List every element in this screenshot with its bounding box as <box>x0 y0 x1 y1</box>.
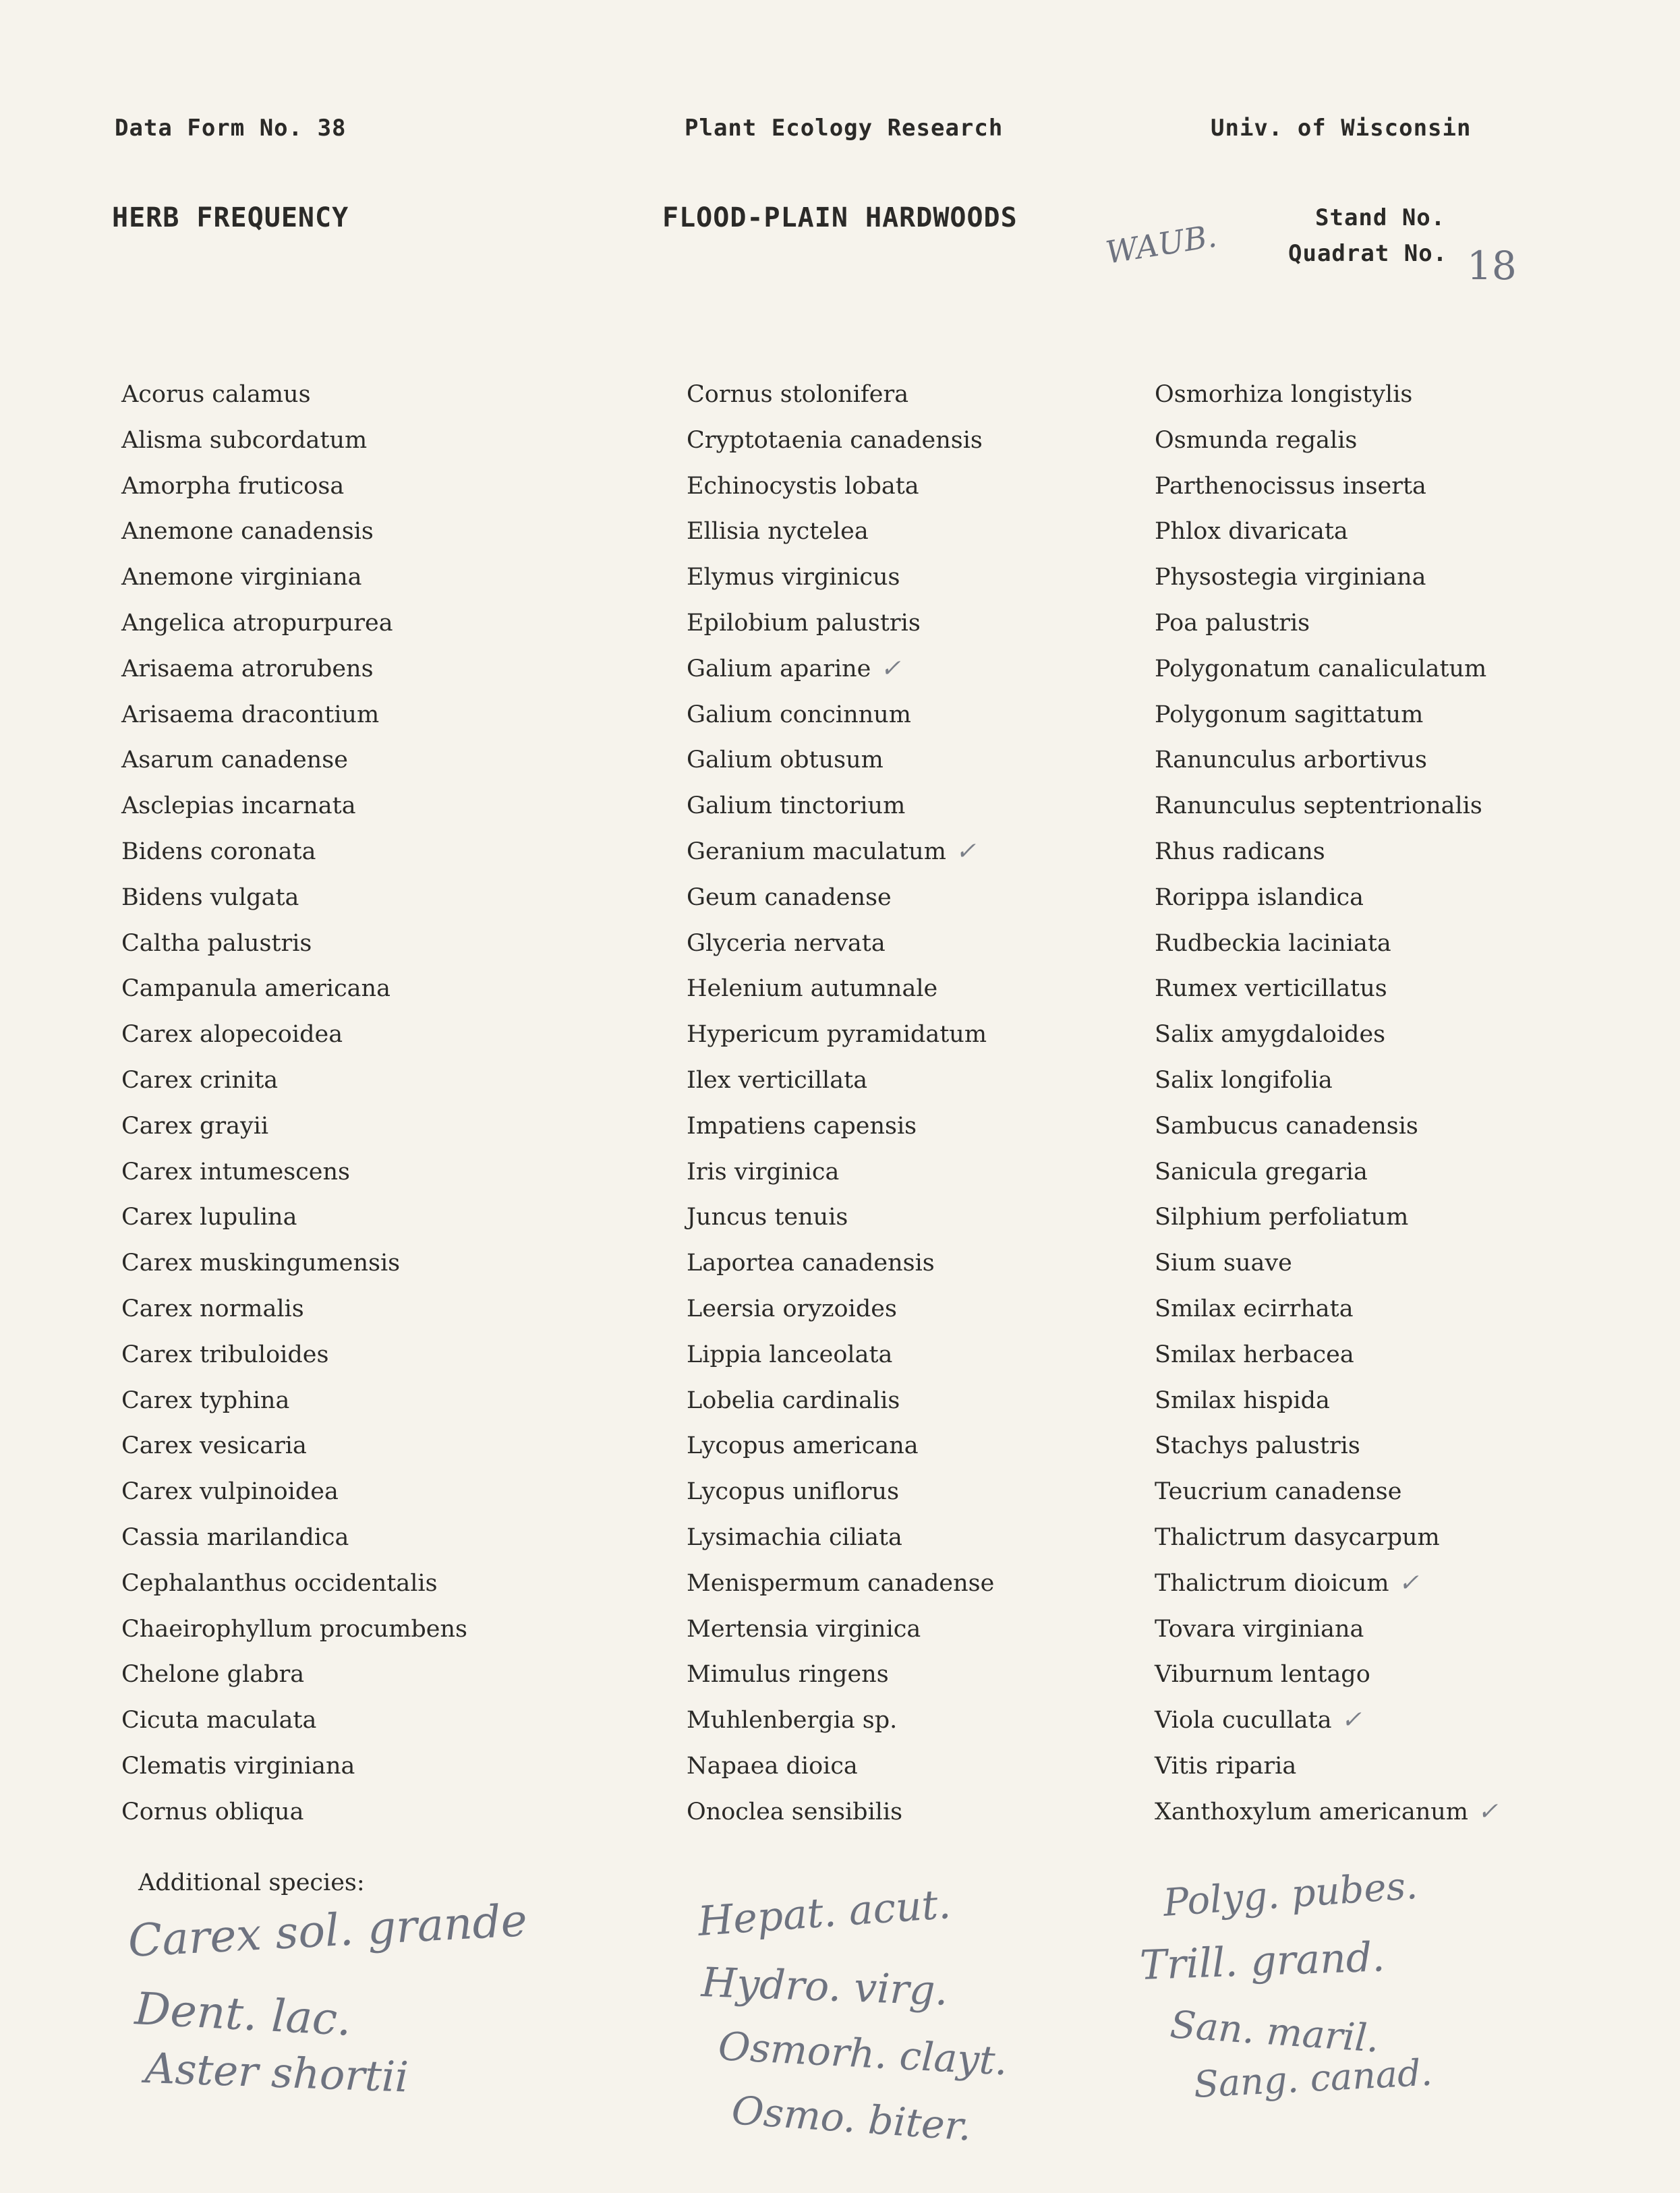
species-name: Salix amygdaloides <box>1155 1021 1386 1049</box>
species-name: Cryptotaenia canadensis <box>687 426 983 454</box>
species-name: Rhus radicans <box>1155 838 1325 865</box>
species-row <box>121 423 607 469</box>
species-row <box>1155 1475 1640 1521</box>
species-row <box>687 789 1172 835</box>
organization-name: Plant Ecology Research <box>685 115 1004 142</box>
species-row <box>687 1795 1172 1841</box>
species-name: Hypericum pyramidatum <box>687 1021 987 1049</box>
species-name: Lysimachia ciliata <box>687 1523 902 1551</box>
species-row <box>687 1018 1172 1063</box>
additional-handwritten-2-2: Hydro. virg. <box>700 1959 949 2015</box>
species-row <box>121 1246 607 1292</box>
species-row <box>1155 1749 1640 1795</box>
species-name: Carex intumescens <box>121 1158 350 1186</box>
species-name: Polygonum sagittatum <box>1155 701 1424 728</box>
species-column-3 <box>1155 378 1640 1841</box>
species-row <box>1155 835 1640 881</box>
species-row <box>687 1703 1172 1749</box>
species-name: Lippia lanceolata <box>687 1341 893 1368</box>
species-name: Thalictrum dasycarpum <box>1155 1523 1440 1551</box>
species-row <box>121 1658 607 1703</box>
species-row <box>121 1612 607 1658</box>
species-row <box>1155 1658 1640 1703</box>
species-row <box>121 1018 607 1063</box>
check-mark-icon: ✓ <box>880 654 901 682</box>
stand-label: Stand No. <box>1315 204 1446 231</box>
additional-handwritten-1-1: Carex sol. grande <box>126 1894 529 1967</box>
species-row <box>121 1338 607 1384</box>
species-name: Campanula americana <box>121 975 390 1003</box>
species-name: Helenium autumnale <box>687 975 938 1003</box>
species-row <box>687 1200 1172 1246</box>
species-name: Geum canadense <box>687 883 892 911</box>
species-row <box>687 606 1172 652</box>
species-row <box>1155 743 1640 789</box>
species-name: Anemone virginiana <box>121 564 362 591</box>
species-row <box>1155 1109 1640 1155</box>
species-row <box>121 835 607 881</box>
species-name: Menispermum canadense <box>687 1569 995 1597</box>
species-name: Lycopus uniflorus <box>687 1478 900 1506</box>
species-row <box>121 1475 607 1521</box>
species-row <box>121 515 607 560</box>
species-name: Sambucus canadensis <box>1155 1112 1418 1140</box>
species-row <box>1155 1521 1640 1567</box>
species-row <box>687 1063 1172 1109</box>
species-name: Iris virginica <box>687 1158 840 1186</box>
species-name: Sanicula gregaria <box>1155 1158 1368 1186</box>
species-row <box>687 1384 1172 1430</box>
species-row <box>1155 606 1640 652</box>
species-row <box>687 927 1172 972</box>
species-row <box>687 1338 1172 1384</box>
check-mark-icon: ✓ <box>1398 1569 1419 1597</box>
species-name: Ilex verticillata <box>687 1066 868 1094</box>
species-name: Lobelia cardinalis <box>687 1386 900 1414</box>
species-name: Elymus virginicus <box>687 564 900 591</box>
species-name: Silphium perfoliatum <box>1155 1204 1409 1231</box>
species-name: Galium concinnum <box>687 701 911 728</box>
species-row <box>121 652 607 698</box>
species-row <box>687 835 1172 881</box>
species-row <box>121 560 607 606</box>
species-name: Chelone glabra <box>121 1661 305 1689</box>
species-name: Arisaema atrorubens <box>121 655 374 682</box>
species-row <box>1155 1795 1640 1841</box>
species-row <box>121 1749 607 1795</box>
species-name: Chaeirophyllum procumbens <box>121 1615 468 1643</box>
species-name: Leersia oryzoides <box>687 1295 897 1322</box>
additional-handwritten-1-2: Dent. lac. <box>133 1983 353 2046</box>
species-name: Mimulus ringens <box>687 1661 889 1689</box>
species-name: Anemone canadensis <box>121 518 374 546</box>
species-row <box>687 652 1172 698</box>
species-row <box>1155 1567 1640 1612</box>
species-name: Salix longifolia <box>1155 1066 1333 1094</box>
species-row <box>121 378 607 423</box>
species-row <box>1155 972 1640 1018</box>
species-row <box>121 606 607 652</box>
additional-handwritten-3-3: San. maril. <box>1168 2003 1381 2062</box>
species-name: Bidens coronata <box>121 838 316 865</box>
species-row <box>121 1292 607 1338</box>
species-row <box>121 1795 607 1841</box>
species-name: Viola cucullata <box>1155 1707 1332 1734</box>
quadrat-value-handwritten: 18 <box>1467 243 1517 289</box>
species-name: Carex vesicaria <box>121 1432 307 1460</box>
species-name: Carex alopecoidea <box>121 1021 343 1049</box>
species-row <box>1155 1703 1640 1749</box>
species-name: Polygonatum canaliculatum <box>1155 655 1487 682</box>
species-name: Cornus stolonifera <box>687 381 909 408</box>
species-row <box>687 743 1172 789</box>
additional-handwritten-3-2: Trill. grand. <box>1138 1933 1386 1989</box>
additional-handwritten-3-1: Polyg. pubes. <box>1161 1863 1419 1925</box>
species-row <box>121 1200 607 1246</box>
species-row <box>687 560 1172 606</box>
species-name: Carex vulpinoidea <box>121 1478 339 1506</box>
species-name: Thalictrum dioicum <box>1155 1569 1389 1597</box>
species-name: Rudbeckia laciniata <box>1155 929 1391 957</box>
species-name: Alisma subcordatum <box>121 426 368 454</box>
species-row <box>1155 515 1640 560</box>
species-row <box>121 881 607 927</box>
species-row <box>687 378 1172 423</box>
species-name: Cassia marilandica <box>121 1523 349 1551</box>
species-name: Impatiens capensis <box>687 1112 917 1140</box>
species-row <box>121 469 607 515</box>
species-name: Asclepias incarnata <box>121 792 356 820</box>
species-name: Carex tribuloides <box>121 1341 329 1368</box>
species-row <box>121 927 607 972</box>
additional-handwritten-2-3: Osmorh. clayt. <box>717 2023 1009 2084</box>
species-name: Acorus calamus <box>121 381 311 408</box>
species-row <box>121 1063 607 1109</box>
species-name: Carex muskingumensis <box>121 1250 401 1277</box>
species-name: Osmorhiza longistylis <box>1155 381 1413 408</box>
species-name: Phlox divaricata <box>1155 518 1348 546</box>
species-row <box>1155 560 1640 606</box>
species-name: Physostegia virginiana <box>1155 564 1426 591</box>
species-name: Caltha palustris <box>121 929 312 957</box>
species-name: Napaea dioica <box>687 1752 858 1780</box>
species-name: Amorpha fruticosa <box>121 472 345 500</box>
species-row <box>121 743 607 789</box>
species-name: Geranium maculatum <box>687 838 946 865</box>
species-name: Galium obtusum <box>687 747 884 774</box>
additional-handwritten-2-4: Osmo. biter. <box>730 2087 973 2150</box>
community-title: FLOOD-PLAIN HARDWOODS <box>662 202 1018 233</box>
species-name: Galium aparine <box>687 655 871 682</box>
species-row <box>687 423 1172 469</box>
species-name: Mertensia virginica <box>687 1615 921 1643</box>
species-row <box>1155 1384 1640 1430</box>
species-row <box>687 469 1172 515</box>
species-row <box>687 1749 1172 1795</box>
species-row <box>687 1429 1172 1475</box>
species-name: Carex lupulina <box>121 1204 297 1231</box>
species-name: Teucrium canadense <box>1155 1478 1402 1506</box>
species-row <box>1155 698 1640 744</box>
species-row <box>1155 1246 1640 1292</box>
species-row <box>687 881 1172 927</box>
species-row <box>121 1384 607 1430</box>
species-row <box>121 1521 607 1567</box>
species-row <box>121 789 607 835</box>
species-row <box>1155 927 1640 972</box>
species-name: Bidens vulgata <box>121 883 299 911</box>
species-row <box>1155 469 1640 515</box>
species-row <box>687 1658 1172 1703</box>
form-title: HERB FREQUENCY <box>112 202 349 233</box>
species-name: Epilobium palustris <box>687 609 921 637</box>
species-name: Carex grayii <box>121 1112 269 1140</box>
species-row <box>1155 1429 1640 1475</box>
stand-value-handwritten: WAUB. <box>1103 217 1219 271</box>
form-number: Data Form No. 38 <box>115 115 347 142</box>
species-row <box>687 515 1172 560</box>
species-name: Clematis virginiana <box>121 1752 355 1780</box>
species-row <box>1155 1018 1640 1063</box>
species-name: Carex typhina <box>121 1386 290 1414</box>
check-mark-icon: ✓ <box>1341 1706 1362 1734</box>
university-name: Univ. of Wisconsin <box>1211 115 1472 142</box>
species-row <box>121 1567 607 1612</box>
species-column-2 <box>687 378 1172 1841</box>
species-name: Osmunda regalis <box>1155 426 1358 454</box>
species-row <box>687 972 1172 1018</box>
species-row <box>1155 1612 1640 1658</box>
species-row <box>687 698 1172 744</box>
species-row <box>121 1703 607 1749</box>
species-name: Rumex verticillatus <box>1155 975 1387 1003</box>
species-name: Rorippa islandica <box>1155 883 1364 911</box>
species-row <box>1155 1155 1640 1201</box>
species-name: Glyceria nervata <box>687 929 886 957</box>
species-row <box>121 1429 607 1475</box>
species-row <box>1155 652 1640 698</box>
species-row <box>1155 1063 1640 1109</box>
species-row <box>1155 881 1640 927</box>
species-name: Juncus tenuis <box>687 1204 848 1231</box>
species-name: Onoclea sensibilis <box>687 1798 903 1825</box>
species-name: Smilax hispida <box>1155 1386 1330 1414</box>
species-name: Arisaema dracontium <box>121 701 380 728</box>
species-column-1 <box>121 378 607 1841</box>
quadrat-label: Quadrat No. <box>1288 240 1448 267</box>
species-name: Lycopus americana <box>687 1432 919 1460</box>
species-row <box>1155 789 1640 835</box>
species-name: Ranunculus arbortivus <box>1155 747 1427 774</box>
species-row <box>687 1567 1172 1612</box>
species-name: Smilax ecirrhata <box>1155 1295 1354 1322</box>
species-name: Ellisia nyctelea <box>687 518 869 546</box>
species-row <box>1155 378 1640 423</box>
species-row <box>687 1475 1172 1521</box>
species-name: Laportea canadensis <box>687 1250 935 1277</box>
species-row <box>687 1109 1172 1155</box>
species-row <box>121 972 607 1018</box>
species-name: Sium suave <box>1155 1250 1292 1277</box>
species-name: Cicuta maculata <box>121 1707 317 1734</box>
species-name: Stachys palustris <box>1155 1432 1360 1460</box>
species-row <box>1155 423 1640 469</box>
species-name: Smilax herbacea <box>1155 1341 1354 1368</box>
species-name: Echinocystis lobata <box>687 472 919 500</box>
species-name: Vitis riparia <box>1155 1752 1297 1780</box>
species-row <box>121 1155 607 1201</box>
species-name: Angelica atropurpurea <box>121 609 393 637</box>
check-mark-icon: ✓ <box>1478 1797 1499 1825</box>
species-name: Carex crinita <box>121 1066 279 1094</box>
species-row <box>1155 1292 1640 1338</box>
species-name: Cornus obliqua <box>121 1798 304 1825</box>
species-name: Viburnum lentago <box>1155 1661 1370 1689</box>
species-row <box>687 1292 1172 1338</box>
species-row <box>687 1155 1172 1201</box>
species-name: Asarum canadense <box>121 747 348 774</box>
species-row <box>121 1109 607 1155</box>
species-name: Tovara virginiana <box>1155 1615 1364 1643</box>
species-row <box>1155 1338 1640 1384</box>
species-row <box>687 1612 1172 1658</box>
species-name: Carex normalis <box>121 1295 304 1322</box>
species-name: Parthenocissus inserta <box>1155 472 1426 500</box>
additional-handwritten-1-3: Aster shortii <box>144 2043 409 2102</box>
species-row <box>121 698 607 744</box>
species-name: Ranunculus septentrionalis <box>1155 792 1482 820</box>
species-name: Galium tinctorium <box>687 792 906 820</box>
additional-handwritten-2-1: Hepat. acut. <box>696 1880 952 1946</box>
additional-species-label: Additional species: <box>138 1869 365 1896</box>
check-mark-icon: ✓ <box>955 837 977 865</box>
species-row <box>687 1521 1172 1567</box>
additional-handwritten-3-4: Sang. canad. <box>1192 2051 1434 2106</box>
species-name: Xanthoxylum americanum <box>1155 1798 1468 1825</box>
species-row <box>1155 1200 1640 1246</box>
species-name: Poa palustris <box>1155 609 1310 637</box>
species-name: Muhlenbergia sp. <box>687 1707 898 1734</box>
species-name: Cephalanthus occidentalis <box>121 1569 438 1597</box>
species-row <box>687 1246 1172 1292</box>
